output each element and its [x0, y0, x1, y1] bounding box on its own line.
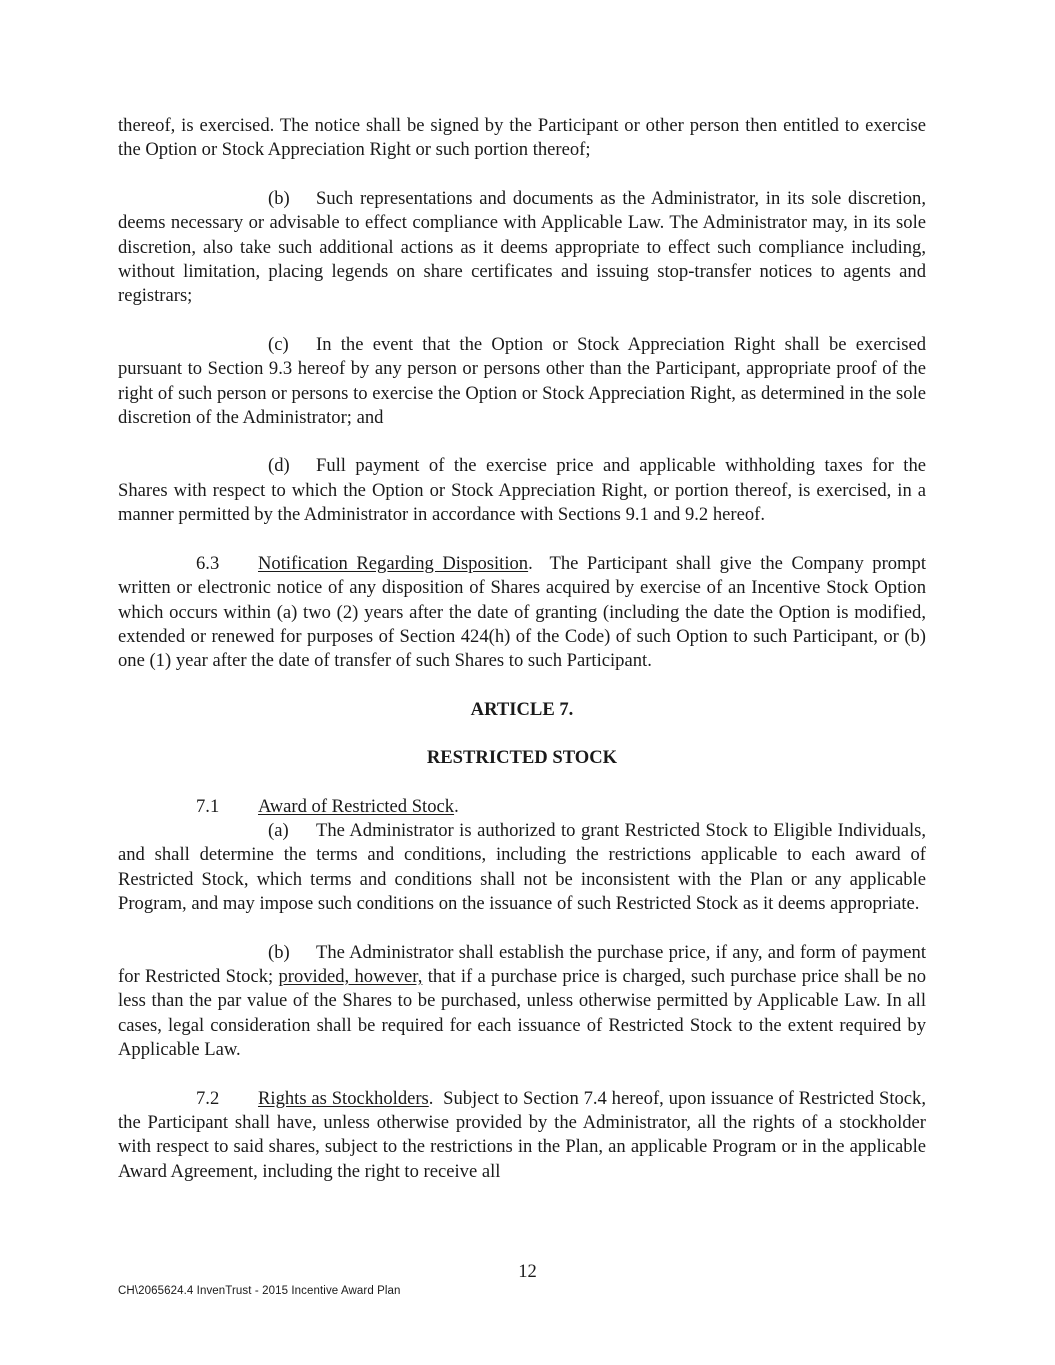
section-text: Subject to Section 7.4 hereof, upon issuance of Restricted Stock, the Participant shall have, unless otherwise provided by the Administrator, all the rights of a stockholder with respect to said shares, subject to the restrictions in the Plan, an applicable Program or in the applicable Award Agreement, including the right to receive all	[118, 1087, 926, 1182]
clause-underlined: provided, however,	[278, 965, 423, 987]
clause-label: (a)	[268, 819, 289, 841]
section-title: Rights as Stockholders	[258, 1087, 429, 1109]
clause-d	[118, 454, 926, 527]
section-title: Notification Regarding Disposition	[258, 552, 529, 574]
clause-label: (b)	[268, 187, 290, 209]
section-title: Award of Restricted Stock	[258, 795, 455, 817]
clause-text: In the event that the Option or Stock Appreciation Right shall be exercised pursuant to Section 9.3 hereof by any person or persons other than the Participant, appropriate proof of the right of such person or persons to exercise the Option or Stock Appreciation Right, as determined in the sole discretion of the Administrator; and	[118, 333, 926, 429]
section-number: 7.2	[196, 1087, 220, 1109]
clause-c	[118, 333, 926, 431]
clause-text: The Administrator is authorized to grant Restricted Stock to Eligible Individuals, and shall determine the terms and conditions, including the restrictions applicable to each award of Restricted Stock, which terms and conditions shall not be inconsistent with the Plan or any applicable Program, and may impose such conditions on the issuance of such Restricted Stock as it deems appropriate.	[118, 819, 926, 915]
section-number: 6.3	[196, 552, 220, 574]
section-title-punct: .	[428, 1087, 434, 1109]
section-6-3	[118, 552, 926, 674]
clause-text: Full payment of the exercise price and applicable withholding taxes for the Shares with respect to which the Option or Stock Appreciation Right, or portion thereof, is exercised, in a manner permitted by the Administrator in accordance with Sections 9.1 and 9.2 hereof.	[118, 455, 926, 526]
article-heading: ARTICLE 7.	[470, 698, 574, 720]
section-text: The Participant shall give the Company prompt written or electronic notice of any disposition of Shares acquired by exercise of an Incentive Stock Option which occurs within (a) two (2) years after the date of granting (including the date the Option is modified, extended or renewed for purposes of Section 424(h) of the Code) of such Option to such Participant, or (b) one (1) year after the date of transfer of such Shares to such Participant.	[118, 552, 926, 672]
document-id: CH\2065624.4 InvenTrust - 2015 Incentive Award Plan	[118, 1285, 401, 1297]
document-page	[118, 114, 926, 1184]
section-7-1-heading	[118, 795, 926, 819]
section-7-2	[118, 1087, 926, 1185]
section-number: 7.1	[196, 795, 220, 817]
clause-text-before: The Administrator shall establish the purchase price, if any, and form of payment for Restricted Stock;	[118, 941, 926, 987]
clause-label: (d)	[268, 455, 290, 477]
paragraph-continuation: thereof, is exercised. The notice shall be signed by the Participant or other person then entitled to exercise the Option or Stock Appreciation Right or such portion thereof;	[118, 115, 926, 161]
article-title: RESTRICTED STOCK	[426, 747, 618, 769]
section-title-punct: .	[528, 552, 533, 574]
clause-label: (c)	[268, 333, 289, 355]
clause-text-after: that if a purchase price is charged, such purchase price shall be no less than the par value of the Shares to be purchased, unless otherwise permitted by Applicable Law. In all cases, legal consideration shall be required for each issuance of Restricted Stock to the extent required by Applicable Law.	[118, 965, 926, 1061]
clause-label: (b)	[268, 941, 290, 963]
page-number: 12	[518, 1261, 537, 1282]
clause-7-1-b	[118, 941, 926, 1063]
clause-7-1-a	[118, 819, 926, 917]
clause-text: Such representations and documents as the Administrator, in its sole discretion, deems necessary or advisable to effect compliance with Applicable Law. The Administrator may, in its sole discretion, also take such additional actions as it deems appropriate to effect such compliance including, without limitation, placing legends on share certificates and issuing stop-transfer notices to agents and registrars;	[118, 187, 926, 307]
clause-b	[118, 187, 926, 309]
section-title-punct: .	[454, 795, 459, 817]
